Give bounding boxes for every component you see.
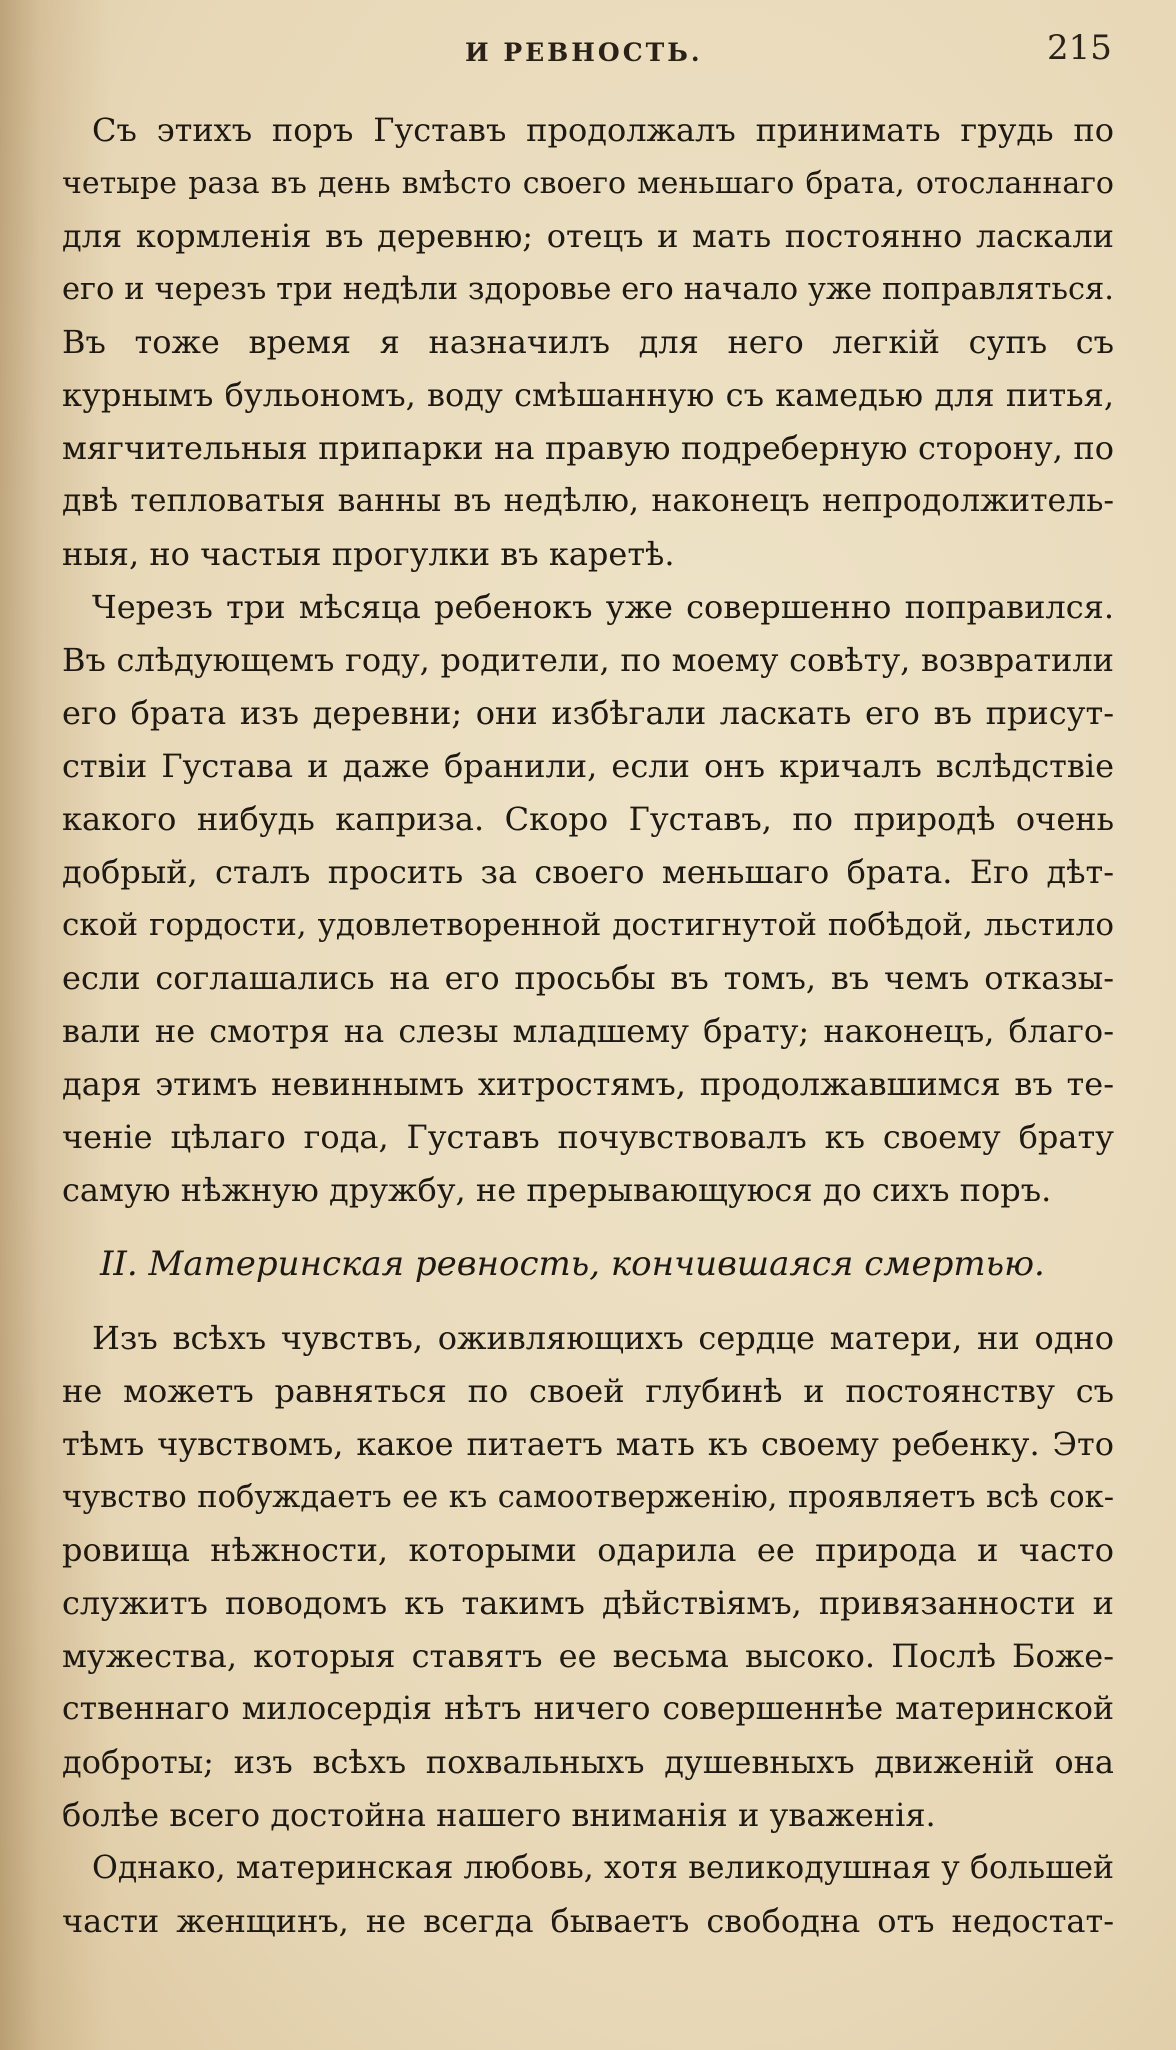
text-line: самую нѣжную дружбу, не прерывающуюся до сихъ поръ. (62, 1171, 1052, 1209)
text-line: Въ тоже время я назначилъ для него легкій супъ съ (62, 323, 1114, 361)
text-line: ственнаго милосердія нѣтъ ничего совершеннѣе материнской (62, 1691, 1114, 1727)
text-line: мужества, которыя ставятъ ее весьма высоко. Послѣ Боже- (62, 1637, 1114, 1675)
text-line: ровища нѣжности, которыми одарила ее природа и часто (62, 1531, 1114, 1569)
body-text (62, 104, 1114, 1948)
text-line: части женщинъ, не всегда бываетъ свободна отъ недостат- (62, 1902, 1114, 1940)
text-line: какого нибудь каприза. Скоро Густавъ, по природѣ очень (62, 800, 1114, 838)
text-line: служитъ поводомъ къ такимъ дѣйствіямъ, привязанности и (62, 1584, 1114, 1622)
text-line: вали не смотря на слезы младшему брату; наконецъ, благо- (62, 1012, 1114, 1050)
text-line: ской гордости, удовлетворенной достигнутой побѣдой, льстило (62, 907, 1114, 943)
text-line: не можетъ равняться по своей глубинѣ и постоянству съ (62, 1372, 1114, 1410)
text-line: чувство побуждаетъ ее къ самоотверженію, проявляетъ всѣ сок- (62, 1480, 1114, 1515)
text-line: тѣмъ чувствомъ, какое питаетъ мать къ своему ребенку. Это (62, 1425, 1114, 1463)
page-number: 215 (1047, 28, 1112, 68)
page-header (0, 28, 1176, 78)
text-line: Изъ всѣхъ чувствъ, оживляющихъ сердце матери, ни одно (92, 1319, 1114, 1357)
text-line: Однако, материнская любовь, хотя великодушная у большей (92, 1850, 1114, 1886)
text-line: болѣе всего достойна нашего вниманія и уваженія. (62, 1796, 936, 1834)
running-title: И РЕВНОСТЬ. (465, 38, 703, 67)
text-line: его и черезъ три недѣли здоровье его начало уже поправляться. (62, 272, 1114, 307)
text-line: Въ слѣдующемъ году, родители, по моему совѣту, возвратили (62, 641, 1114, 679)
text-line: четыре раза въ день вмѣсто своего меньшаго брата, отосланнаго (62, 166, 1114, 201)
text-line: мягчительныя припарки на правую подреберную сторону, по (62, 429, 1114, 467)
text-line: Черезъ три мѣсяца ребенокъ уже совершенно поправился. (92, 588, 1114, 626)
text-line: даря этимъ невиннымъ хитростямъ, продолжавшимся въ те- (62, 1065, 1114, 1103)
text-line: курнымъ бульономъ, воду смѣшанную съ камедью для питья, (62, 376, 1114, 414)
text-line: для кормленія въ деревню; отецъ и мать постоянно ласкали (62, 217, 1114, 255)
text-line: ствіи Густава и даже бранили, если онъ кричалъ вслѣдствіе (62, 747, 1114, 785)
text-line: его брата изъ деревни; они избѣгали ласкать его въ присут- (62, 694, 1114, 732)
text-line: если соглашались на его просьбы въ томъ, въ чемъ отказы- (62, 959, 1114, 997)
section-title: II. Материнская ревность, кончившаяся смертью. (100, 1244, 1045, 1284)
text-line: двѣ тепловатыя ванны въ недѣлю, наконецъ непродолжитель- (62, 483, 1114, 519)
text-line: ныя, но частыя прогулки въ каретѣ. (62, 535, 675, 573)
text-line: добрый, сталъ просить за своего меньшаго брата. Его дѣт- (62, 853, 1114, 891)
text-line: Съ этихъ поръ Густавъ продолжалъ принимать грудь по (92, 111, 1114, 149)
text-line: ченіе цѣлаго года, Густавъ почувствовалъ къ своему брату (62, 1118, 1114, 1156)
text-line: доброты; изъ всѣхъ похвальныхъ душевныхъ движеній она (62, 1743, 1114, 1781)
